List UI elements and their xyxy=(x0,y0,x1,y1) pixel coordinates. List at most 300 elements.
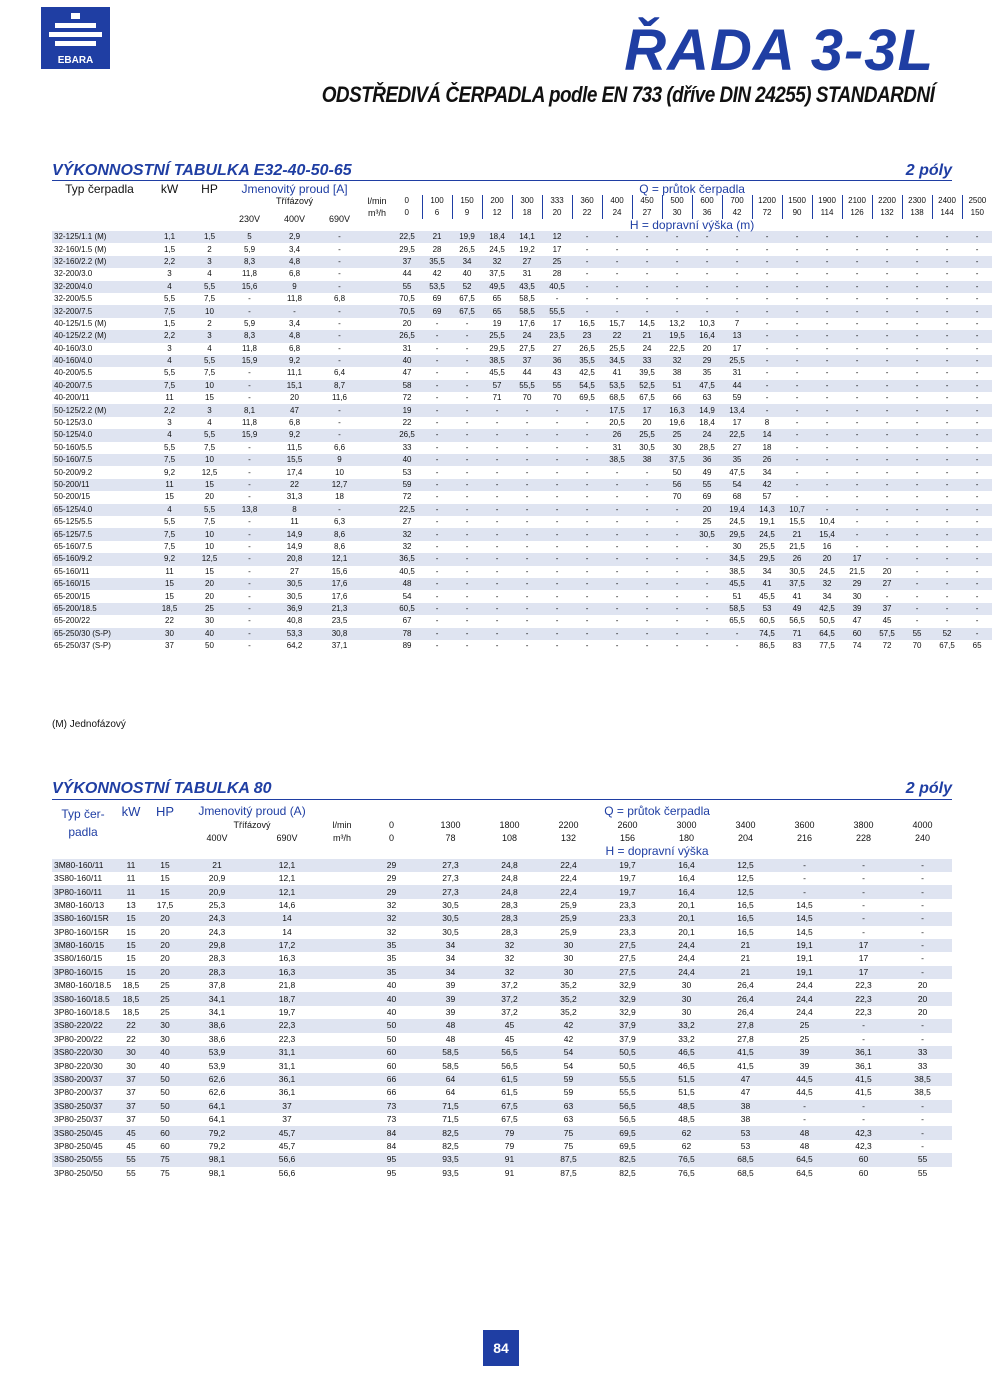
table-row xyxy=(52,912,952,925)
table-cell: - xyxy=(945,591,949,601)
table-cell: - xyxy=(555,554,559,564)
table-cell: - xyxy=(525,492,529,502)
table-row xyxy=(52,979,952,992)
table-cell: 42 xyxy=(762,480,772,489)
table-cell: 37,5 xyxy=(789,579,805,589)
table-cell: - xyxy=(585,554,589,564)
table-cell: 35,5 xyxy=(429,256,445,266)
pump-type: 65-160/7.5 xyxy=(54,541,93,551)
table-cell: 17 xyxy=(552,318,562,328)
table-cell: 8,3 xyxy=(243,256,256,266)
table-cell: - xyxy=(705,579,709,589)
spacer-cell xyxy=(322,899,362,912)
t1-h-230: 230V xyxy=(238,214,261,224)
table-cell: 20,1 xyxy=(678,926,695,937)
table-row xyxy=(52,640,992,652)
table-cell: - xyxy=(555,294,559,304)
table-cell: - xyxy=(465,393,469,403)
table-row xyxy=(52,330,992,342)
table-cell: 56 xyxy=(672,480,682,489)
table-cell: 44,5 xyxy=(796,1074,813,1084)
table-cell: - xyxy=(765,356,769,366)
table-cell: 26 xyxy=(612,430,622,440)
table-cell: - xyxy=(435,566,439,576)
t1-q-m3h: 24 xyxy=(602,207,632,219)
table-cell: 79 xyxy=(504,1127,515,1138)
pump-type: 3S80-220/22 xyxy=(54,1020,103,1031)
table-cell: - xyxy=(645,616,649,626)
table-cell: - xyxy=(465,641,469,651)
table-cell: - xyxy=(885,418,889,428)
table-cell: - xyxy=(945,244,949,254)
table-cell: - xyxy=(915,517,919,527)
table-cell: 11,5 xyxy=(287,442,302,452)
table-cell: 17 xyxy=(858,940,869,951)
table-cell: 15 xyxy=(205,393,214,403)
table-cell: 45,5 xyxy=(759,591,775,601)
table-cell: 75 xyxy=(160,1154,170,1165)
table-row xyxy=(52,926,952,939)
table-cell: 9 xyxy=(292,281,297,291)
table-cell: 22 xyxy=(612,331,622,341)
table-cell: 46,5 xyxy=(678,1060,695,1071)
table-cell: - xyxy=(465,455,469,465)
spacer-cell xyxy=(322,1019,362,1032)
table-cell: - xyxy=(795,492,799,502)
table-cell: 47,5 xyxy=(699,380,715,390)
pump-type: 32-160/2.2 (M) xyxy=(54,256,107,266)
table-cell: 31 xyxy=(402,343,412,353)
table-cell: 27,5 xyxy=(519,343,535,353)
table-cell: 37,9 xyxy=(619,1033,636,1044)
pump-type: 3M80-160/11 xyxy=(54,859,104,870)
table-cell: - xyxy=(803,1100,806,1111)
table-cell: - xyxy=(525,628,529,638)
table-cell: 22,4 xyxy=(560,873,577,884)
table-cell: 78 xyxy=(402,628,412,638)
table-cell: - xyxy=(915,331,919,341)
table-cell: - xyxy=(495,467,499,477)
table-cell: - xyxy=(862,913,865,924)
table-row xyxy=(52,541,992,553)
table-cell: - xyxy=(525,455,529,465)
table-cell: - xyxy=(525,603,529,613)
table-cell: 15 xyxy=(165,492,174,502)
t1-q-lmin: 100 xyxy=(422,195,452,207)
table-row xyxy=(52,899,952,912)
table-cell: 6,6 xyxy=(333,442,346,452)
table-row xyxy=(52,1100,952,1113)
table-cell: - xyxy=(735,269,739,279)
table-cell: - xyxy=(645,306,649,316)
table-cell: - xyxy=(555,467,559,477)
pump-type: 3S80-220/30 xyxy=(54,1047,103,1058)
table-cell: - xyxy=(675,591,679,601)
table-cell: 16 xyxy=(822,541,832,551)
table-cell: - xyxy=(915,504,919,514)
table-cell: 16,5 xyxy=(737,899,754,910)
table-cell: - xyxy=(645,628,649,638)
table-cell: - xyxy=(465,579,469,589)
table-cell: - xyxy=(555,616,559,626)
table-cell: 30,5 xyxy=(442,926,459,937)
table-cell: - xyxy=(862,873,865,884)
table-cell: 21,5 xyxy=(849,566,865,576)
table-cell: 19,7 xyxy=(619,873,636,884)
table-cell: 19,1 xyxy=(796,940,813,951)
table-cell: - xyxy=(615,244,619,254)
table-cell: - xyxy=(435,405,439,415)
table-cell: 13,8 xyxy=(241,504,258,514)
table-cell: - xyxy=(945,281,949,291)
table-cell: 62 xyxy=(681,1127,692,1138)
table-cell: 76,5 xyxy=(678,1167,695,1178)
table-cell: - xyxy=(915,467,919,477)
spacer-cell xyxy=(362,628,392,640)
table-cell: - xyxy=(945,430,949,440)
table-cell: - xyxy=(855,232,859,242)
table-row xyxy=(52,1126,952,1139)
pump-type: 3P80-250/37 xyxy=(54,1114,103,1125)
table-cell: 64 xyxy=(445,1074,456,1084)
table-cell: 19 xyxy=(492,318,502,328)
table-cell: - xyxy=(435,380,439,390)
table-cell: - xyxy=(465,492,469,502)
table-cell: 40 xyxy=(205,628,214,638)
table-cell: 50,5 xyxy=(819,616,835,626)
table-cell: 18,4 xyxy=(699,418,715,428)
table-cell: - xyxy=(825,480,829,489)
table-cell: - xyxy=(975,380,979,390)
table-cell: - xyxy=(915,405,919,415)
pump-type: 50-200/11 xyxy=(54,480,90,489)
table-cell: 12,1 xyxy=(278,859,296,870)
table-cell: 29 xyxy=(852,579,862,589)
table-cell: - xyxy=(975,628,979,638)
table-cell: 69,5 xyxy=(579,393,595,403)
table-cell: - xyxy=(248,641,251,651)
pump-type: 32-200/5.5 xyxy=(54,294,93,304)
table-cell: 18,7 xyxy=(278,993,296,1004)
table-cell: - xyxy=(945,256,949,266)
table-cell: 9,2 xyxy=(288,430,301,440)
table-cell: - xyxy=(825,504,829,514)
spacer-cell xyxy=(362,528,392,540)
table-cell: 20 xyxy=(160,913,170,924)
pump-type: 40-200/7.5 xyxy=(54,380,93,390)
table-cell: - xyxy=(921,1127,924,1138)
table-cell: - xyxy=(248,616,251,626)
table-cell: 28,3 xyxy=(501,899,518,910)
table-cell: - xyxy=(705,256,709,266)
table-cell: - xyxy=(338,318,341,328)
table-cell: 28,3 xyxy=(208,953,226,964)
table-cell: - xyxy=(645,269,649,279)
table-cell: - xyxy=(885,256,889,266)
table-cell: - xyxy=(975,294,979,304)
table-cell: - xyxy=(921,873,924,884)
table-cell: 23,5 xyxy=(331,616,348,626)
table-cell: 82,5 xyxy=(442,1140,459,1151)
table-cell: 25 xyxy=(160,1007,170,1018)
table-cell: - xyxy=(525,591,529,601)
table-cell: - xyxy=(495,504,499,514)
table-cell: - xyxy=(585,566,589,576)
table-cell: 61,5 xyxy=(501,1074,518,1084)
table-cell: - xyxy=(862,1114,865,1125)
table-cell: 31,1 xyxy=(278,1060,296,1071)
table-cell: - xyxy=(885,331,889,341)
table-cell: 70 xyxy=(552,393,562,403)
table-cell: - xyxy=(915,554,919,564)
spacer-cell xyxy=(322,1167,362,1180)
table-cell: 37,9 xyxy=(619,1020,636,1031)
table-cell: 10 xyxy=(205,529,214,539)
table-cell: - xyxy=(945,393,949,403)
table-cell: - xyxy=(615,269,619,279)
t2-q-lmin: 3400 xyxy=(735,819,756,830)
table-cell: 11,8 xyxy=(242,343,257,353)
table-cell: 20,8 xyxy=(286,554,303,564)
table-cell: 54 xyxy=(563,1060,574,1071)
spacer-cell xyxy=(362,504,392,516)
table-cell: - xyxy=(645,641,649,651)
spacer-cell xyxy=(322,1153,362,1166)
table-cell: - xyxy=(338,504,341,514)
spacer-cell xyxy=(362,541,392,553)
table-row xyxy=(52,1113,952,1126)
table-cell: 19,4 xyxy=(729,504,745,514)
table-cell: 22,4 xyxy=(560,886,577,897)
table-cell: 25,3 xyxy=(208,899,226,910)
table-cell: - xyxy=(765,306,769,316)
table-cell: 33 xyxy=(402,442,412,452)
t2-h-hp: HP xyxy=(155,804,175,819)
table-cell: 30 xyxy=(165,628,174,638)
table-cell: 51 xyxy=(732,591,742,601)
table-cell: - xyxy=(825,331,829,341)
table-cell: - xyxy=(975,504,979,514)
table-cell: - xyxy=(945,504,949,514)
table-cell: 34,1 xyxy=(208,993,226,1004)
table-cell: 29,5 xyxy=(399,244,415,254)
table-cell: - xyxy=(945,529,949,539)
table-row xyxy=(52,454,992,466)
table-cell: 24,8 xyxy=(501,873,518,884)
table-cell: - xyxy=(735,628,739,638)
t2-h-type: Typ čer-padla xyxy=(61,807,105,839)
table-cell: 32 xyxy=(504,966,515,977)
table-cell: 10 xyxy=(205,380,214,390)
table-cell: - xyxy=(975,480,979,489)
table-cell: - xyxy=(495,492,499,502)
table-cell: 35,2 xyxy=(560,1007,577,1018)
table-cell: - xyxy=(921,886,924,897)
table-cell: - xyxy=(555,566,559,576)
table-cell: 67,5 xyxy=(939,641,955,651)
table-cell: 8 xyxy=(764,418,770,428)
table-cell: 20,1 xyxy=(678,899,695,910)
table-cell: - xyxy=(795,331,799,341)
spacer-cell xyxy=(362,578,392,590)
table-cell: 57 xyxy=(762,492,772,502)
table-cell: 70,5 xyxy=(399,294,415,304)
table-cell: 60 xyxy=(858,1154,869,1165)
table-cell: - xyxy=(525,579,529,589)
pump-type: 65-200/18.5 xyxy=(54,603,97,613)
t2-q-m3h: 216 xyxy=(796,832,813,843)
pump-type: 50-160/7.5 xyxy=(54,455,93,465)
table-cell: 43 xyxy=(552,368,562,378)
table-cell: - xyxy=(525,442,529,452)
t1-q-m3h: 6 xyxy=(422,207,452,219)
table-row xyxy=(52,590,992,602)
table-cell: - xyxy=(915,244,919,254)
table-cell: - xyxy=(248,442,251,452)
spacer-cell xyxy=(322,1140,362,1153)
t1-q-m3h: 0 xyxy=(404,208,409,217)
table-cell: - xyxy=(525,529,529,539)
table-cell: - xyxy=(435,492,439,502)
table-cell: 12,5 xyxy=(201,554,218,564)
table-cell: 71,5 xyxy=(442,1114,459,1125)
table-cell: - xyxy=(675,616,679,626)
table-cell: 27 xyxy=(402,517,412,527)
pump-type: 65-200/22 xyxy=(54,616,91,626)
table-cell: - xyxy=(975,356,979,366)
table-cell: 48 xyxy=(799,1127,810,1138)
table-cell: 12,7 xyxy=(331,480,348,489)
pump-type: 3P80-160/15 xyxy=(54,966,103,977)
spacer-cell xyxy=(362,590,392,602)
table-cell: - xyxy=(705,306,709,316)
table-cell: - xyxy=(975,244,979,254)
table-cell: - xyxy=(675,269,679,279)
table-row xyxy=(52,305,992,317)
spacer-cell xyxy=(322,1086,362,1099)
table-cell: - xyxy=(915,442,919,452)
table-cell: 53,3 xyxy=(286,628,303,638)
table-cell: 26,4 xyxy=(737,993,754,1004)
table-cell: - xyxy=(945,442,949,452)
table-cell: - xyxy=(735,244,739,254)
table-cell: 7,5 xyxy=(163,541,176,551)
table-cell: 36,5 xyxy=(399,554,415,564)
pump-type: 50-125/3.0 xyxy=(54,418,93,428)
table-cell: 16,4 xyxy=(678,859,695,870)
table-cell: 48 xyxy=(402,579,412,589)
table-cell: 60 xyxy=(858,1167,869,1178)
table-cell: 68,5 xyxy=(609,393,625,403)
table-cell: 14,5 xyxy=(796,899,813,910)
t1-q-m3h: 36 xyxy=(692,207,722,219)
table-cell: - xyxy=(921,1020,924,1031)
pump-type: 50-200/15 xyxy=(54,492,91,502)
table-cell: - xyxy=(885,504,889,514)
table-cell: - xyxy=(885,480,889,489)
table-cell: - xyxy=(735,281,739,291)
table-cell: 17,4 xyxy=(286,467,303,477)
table-cell: 75 xyxy=(160,1167,170,1178)
table-cell: 48 xyxy=(445,1033,456,1044)
table-cell: 4 xyxy=(207,343,212,353)
table-cell: 30,5 xyxy=(286,579,303,589)
table-cell: - xyxy=(465,343,469,353)
table-cell: - xyxy=(705,616,709,626)
table-cell: 20 xyxy=(702,343,712,353)
table-cell: - xyxy=(975,368,979,378)
table-cell: - xyxy=(705,541,709,551)
table-cell: 4 xyxy=(207,269,212,279)
table-cell: 25,9 xyxy=(560,913,577,924)
table-cell: 38 xyxy=(672,368,682,378)
table-cell: 35 xyxy=(702,368,712,378)
table-cell: 32 xyxy=(504,953,515,964)
table-cell: 64,2 xyxy=(286,641,303,651)
table-cell: - xyxy=(945,343,949,353)
table-cell: - xyxy=(705,591,709,601)
table-cell: 30,5 xyxy=(699,529,715,539)
table-cell: - xyxy=(975,554,979,564)
t1-q-lmin: 300 xyxy=(512,195,542,207)
table-cell: 72 xyxy=(402,393,412,403)
pump-type: 3P80-200/22 xyxy=(54,1033,103,1044)
table-cell: 39 xyxy=(445,993,456,1004)
table-cell: 38,5 xyxy=(489,356,505,366)
pump-type: 65-200/15 xyxy=(54,591,91,601)
table-cell: 1,5 xyxy=(163,318,176,328)
spacer-cell xyxy=(322,1033,362,1046)
table-cell: 65 xyxy=(492,294,502,304)
table-cell: 15 xyxy=(160,886,170,897)
table-cell: - xyxy=(465,591,469,601)
table-cell: - xyxy=(885,430,889,440)
table-cell: - xyxy=(338,430,341,440)
table-cell: 69 xyxy=(432,306,442,316)
table-cell: 44 xyxy=(732,380,742,390)
table-cell: 23 xyxy=(582,331,592,341)
table-cell: - xyxy=(795,244,799,254)
table-cell: 24,5 xyxy=(819,566,835,576)
table-cell: 42,3 xyxy=(855,1127,872,1138)
table-cell: 72 xyxy=(882,641,892,651)
table-cell: - xyxy=(975,418,979,428)
table-cell: - xyxy=(615,616,619,626)
table-cell: 40,8 xyxy=(286,616,303,626)
table-cell: 20 xyxy=(917,980,928,991)
table-cell: - xyxy=(338,343,341,353)
table-cell: - xyxy=(525,566,529,576)
table-cell: - xyxy=(585,467,589,477)
table-cell: - xyxy=(975,331,979,341)
table-cell: - xyxy=(248,306,251,316)
table-cell: 62,6 xyxy=(208,1087,226,1098)
table-cell: 59 xyxy=(563,1074,574,1084)
table-cell: - xyxy=(435,517,439,527)
table-cell: 5,5 xyxy=(163,517,176,527)
t1-h-q: Q = průtok čerpadla xyxy=(639,182,745,196)
spacer-cell xyxy=(322,912,362,925)
spacer-cell xyxy=(362,367,392,379)
table-cell: 60 xyxy=(852,628,862,638)
table-cell: - xyxy=(945,318,949,328)
table-cell: - xyxy=(885,306,889,316)
table-cell: - xyxy=(765,269,769,279)
table-cell: - xyxy=(435,579,439,589)
table-cell: 16,5 xyxy=(737,913,754,924)
spacer-cell xyxy=(322,952,362,965)
table-cell: - xyxy=(615,554,619,564)
